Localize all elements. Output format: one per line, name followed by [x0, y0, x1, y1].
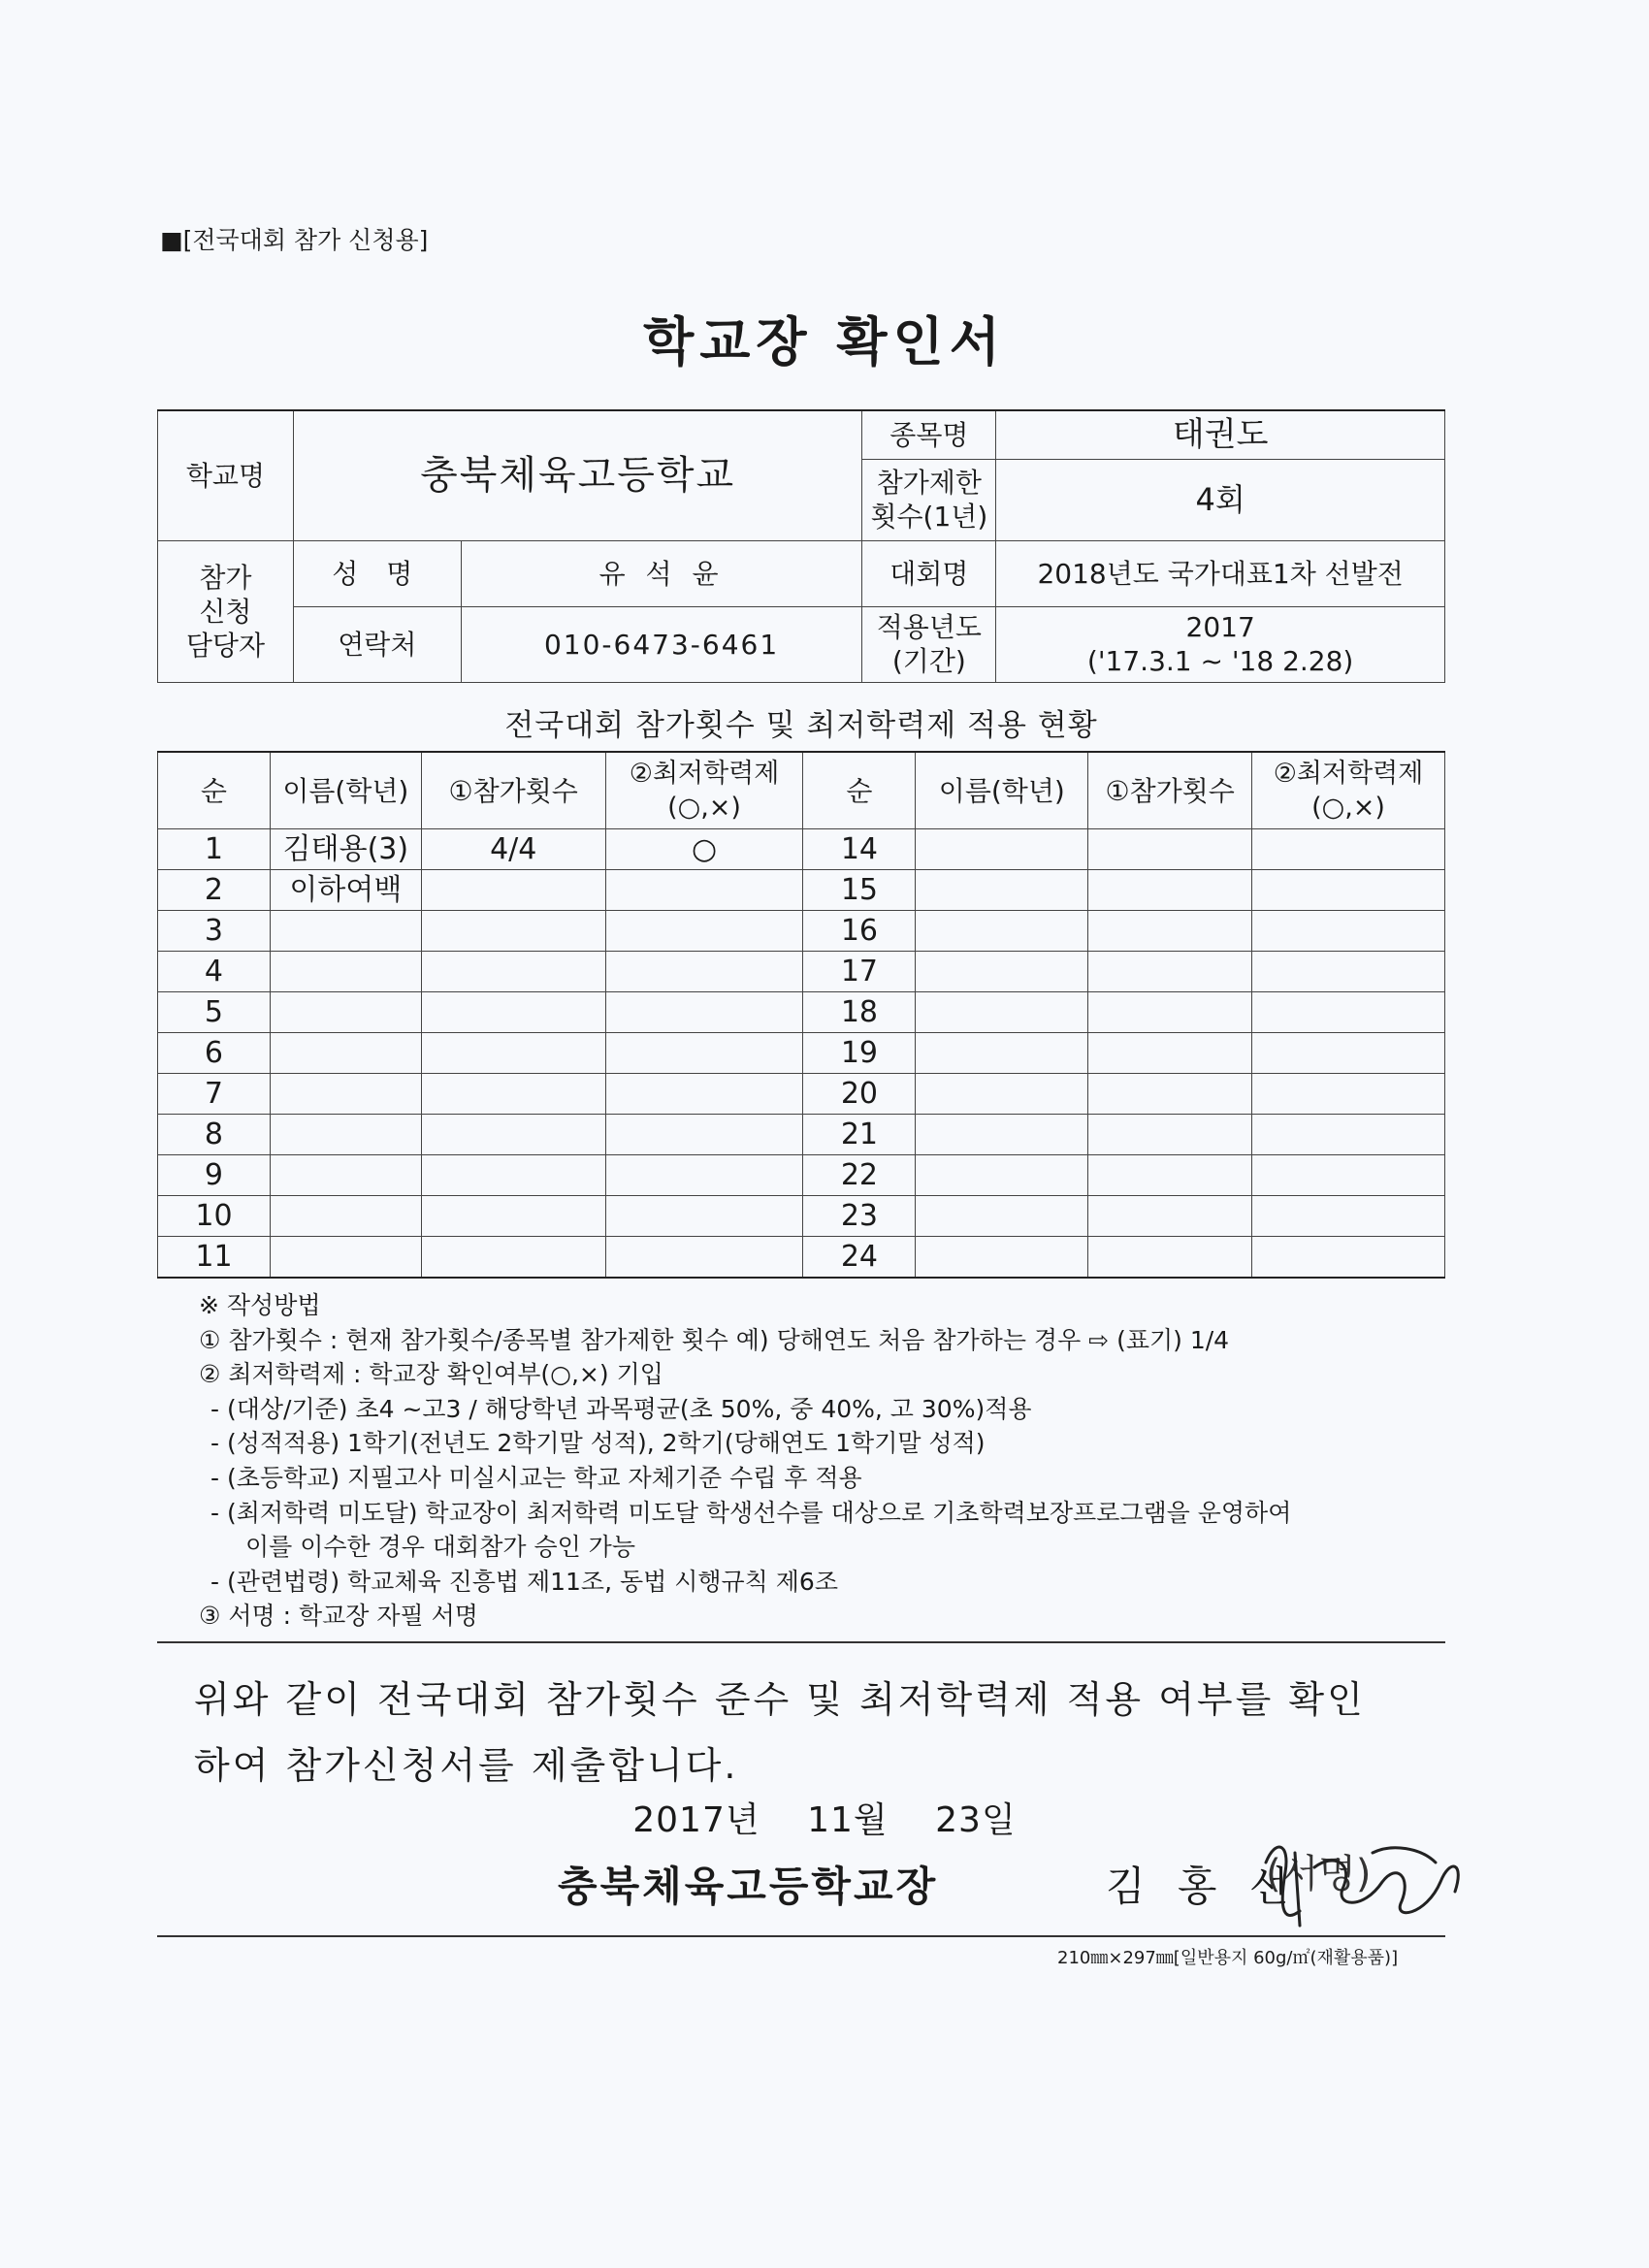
limit-count: 4회: [996, 459, 1445, 540]
cell-seq-left: 11: [158, 1237, 271, 1279]
note-subitem: - (초등학교) 지필고사 미실시교는 학교 자체기준 수립 후 적용: [210, 1463, 862, 1492]
principal-title: 충북체육고등학교장: [558, 1863, 939, 1910]
cell-count-right: [1088, 1033, 1252, 1074]
cell-seq-right: 19: [803, 1033, 916, 1074]
cell-seq-left: 1: [158, 829, 271, 870]
cell-seq-right: 23: [803, 1196, 916, 1237]
declaration-line2: 하여 참가신청서를 제출합니다.: [194, 1744, 739, 1787]
cell-count-left: [421, 1155, 605, 1196]
cell-count-left: [421, 1115, 605, 1155]
cell-count-right: [1088, 911, 1252, 952]
cell-name-right: [916, 1155, 1088, 1196]
date-month: 11월: [807, 1800, 889, 1840]
contact-label: [158, 540, 294, 682]
cell-min-left: [605, 1237, 803, 1279]
contact-label-line2: 신청: [199, 595, 252, 628]
cell-count-right: [1088, 870, 1252, 911]
contact-phone: 010-6473-6461: [461, 606, 862, 682]
cell-count-left: [421, 1074, 605, 1115]
cell-name-right: [916, 1237, 1088, 1279]
table-row: [158, 1155, 1445, 1196]
cell-seq-left: 9: [158, 1155, 271, 1196]
cell-name-right: [916, 992, 1088, 1033]
note-item: ② 최저학력제 : 학교장 확인여부(○,×) 기입: [199, 1360, 663, 1389]
cell-seq-right: 16: [803, 911, 916, 952]
note-subitem: - (관련법령) 학교체육 진흥법 제11조, 동법 시행규칙 제6조: [210, 1567, 838, 1596]
writing-instructions: [199, 1288, 1291, 1634]
cell-seq-right: 17: [803, 952, 916, 992]
cell-min-right: [1252, 1033, 1445, 1074]
cell-count-right: [1088, 829, 1252, 870]
cell-seq-left: 3: [158, 911, 271, 952]
name-label: 성 명: [293, 540, 461, 606]
event-name: 2018년도 국가대표1차 선발전: [996, 540, 1445, 606]
cell-seq-right: 18: [803, 992, 916, 1033]
cell-name-right: [916, 829, 1088, 870]
cell-seq-left: 6: [158, 1033, 271, 1074]
date-year: 2017년: [632, 1800, 760, 1840]
note-subitem: - (대상/기준) 초4 ~고3 / 해당학년 과목평균(초 50%, 중 40%, 고 30%)적용: [210, 1394, 1032, 1423]
cell-count-left: [421, 1237, 605, 1279]
header-seq-right: 순: [803, 752, 916, 829]
cell-seq-left: 8: [158, 1115, 271, 1155]
table-row: [158, 992, 1445, 1033]
cell-name-left: [270, 1237, 421, 1279]
cell-count-right: [1088, 992, 1252, 1033]
limit-label-line1: 참가제한: [876, 467, 982, 499]
phone-label: 연락처: [293, 606, 461, 682]
header-min-left-line1: ②최저학력제: [629, 758, 780, 789]
cell-name-right: [916, 1115, 1088, 1155]
header-name-left: 이름(학년): [270, 752, 421, 829]
info-table: [157, 409, 1445, 683]
cell-min-right: [1252, 829, 1445, 870]
paper-spec: 210㎜×297㎜[일반용지 60g/㎡(재활용품)]: [1057, 1948, 1399, 1968]
cell-name-left: [270, 1074, 421, 1115]
header-count-left: ①참가횟수: [421, 752, 605, 829]
declaration: [194, 1667, 1366, 1798]
cell-seq-left: 2: [158, 870, 271, 911]
cell-seq-left: 5: [158, 992, 271, 1033]
header-seq-left: 순: [158, 752, 271, 829]
table-row: [158, 1115, 1445, 1155]
divider: [157, 1641, 1445, 1643]
table-row: [158, 1196, 1445, 1237]
cell-min-left: ○: [605, 829, 803, 870]
cell-name-left: 김태용(3): [270, 829, 421, 870]
year-label-line1: 적용년도: [876, 611, 982, 643]
cell-count-right: [1088, 1115, 1252, 1155]
note-subitem: - (최저학력 미도달) 학교장이 최저학력 미도달 학생선수를 대상으로 기초학력보장프로그램을 운영하여: [210, 1498, 1292, 1527]
cell-min-left: [605, 1115, 803, 1155]
table-row: [158, 1033, 1445, 1074]
cell-min-left: [605, 1033, 803, 1074]
cell-name-right: [916, 870, 1088, 911]
cell-name-left: 이하여백: [270, 870, 421, 911]
cell-count-left: [421, 952, 605, 992]
principal-name: 김 홍 선: [1106, 1863, 1299, 1910]
date-day: 23일: [935, 1800, 1017, 1840]
header-min-right-line2: (○,×): [1311, 793, 1385, 823]
sport-label: 종목명: [862, 410, 996, 459]
cell-seq-right: 24: [803, 1237, 916, 1279]
note-item: ③ 서명 : 학교장 자필 서명: [199, 1602, 478, 1631]
table-row: [158, 1074, 1445, 1115]
cell-seq-right: 22: [803, 1155, 916, 1196]
cell-count-right: [1088, 1237, 1252, 1279]
cell-count-right: [1088, 1155, 1252, 1196]
table-row: [158, 952, 1445, 992]
contact-label-line3: 담당자: [185, 629, 266, 662]
contact-name: 유 석 윤: [461, 540, 862, 606]
cell-name-right: [916, 1196, 1088, 1237]
contact-label-line1: 참가: [199, 561, 252, 594]
cell-name-left: [270, 992, 421, 1033]
cell-min-left: [605, 911, 803, 952]
cell-min-right: [1252, 870, 1445, 911]
cell-count-left: 4/4: [421, 829, 605, 870]
applied-year: 2017: [1185, 611, 1255, 643]
document-title: 학교장 확인서: [643, 311, 1006, 373]
cell-count-left: [421, 1033, 605, 1074]
cell-count-left: [421, 992, 605, 1033]
header-min-right: [1252, 752, 1445, 829]
footer-divider: [157, 1935, 1445, 1937]
cell-min-right: [1252, 952, 1445, 992]
note-subitem-continued: 이를 이수한 경우 대회참가 승인 가능: [245, 1533, 635, 1562]
cell-count-left: [421, 911, 605, 952]
note-subitem: - (성적적용) 1학기(전년도 2학기말 성적), 2학기(당해연도 1학기말 성적): [210, 1429, 986, 1458]
header-count-right: ①참가횟수: [1088, 752, 1252, 829]
table-row: [158, 1237, 1445, 1279]
cell-min-left: [605, 952, 803, 992]
declaration-line1: 위와 같이 전국대회 참가횟수 준수 및 최저학력제 적용 여부를 확인: [194, 1678, 1366, 1721]
header-min-right-line1: ②최저학력제: [1273, 758, 1424, 789]
cell-min-right: [1252, 992, 1445, 1033]
section-title: 전국대회 참가횟수 및 최저학력제 적용 현황: [504, 708, 1098, 743]
cell-name-left: [270, 1115, 421, 1155]
year-period: [996, 606, 1445, 682]
cell-seq-right: 14: [803, 829, 916, 870]
cell-name-right: [916, 1033, 1088, 1074]
cell-seq-left: 4: [158, 952, 271, 992]
year-label-line2: (기간): [891, 645, 966, 677]
table-row: [158, 829, 1445, 870]
cell-seq-right: 15: [803, 870, 916, 911]
cell-min-right: [1252, 1237, 1445, 1279]
cell-count-left: [421, 870, 605, 911]
header-min-left-line2: (○,×): [667, 793, 741, 823]
cell-min-left: [605, 992, 803, 1033]
cell-min-left: [605, 1155, 803, 1196]
cell-name-left: [270, 1033, 421, 1074]
cell-name-left: [270, 1155, 421, 1196]
cell-name-left: [270, 1196, 421, 1237]
cell-min-left: [605, 1196, 803, 1237]
table-row: [158, 870, 1445, 911]
table-row: [158, 911, 1445, 952]
participation-table: [157, 751, 1445, 1279]
form-tag: ■[전국대회 참가 신청용]: [160, 226, 429, 254]
note-heading: ※ 작성방법: [199, 1291, 321, 1319]
cell-min-left: [605, 1074, 803, 1115]
cell-min-right: [1252, 1074, 1445, 1115]
cell-name-left: [270, 952, 421, 992]
cell-min-left: [605, 870, 803, 911]
header-min-left: [605, 752, 803, 829]
sport-value: 태권도: [996, 410, 1445, 459]
cell-count-right: [1088, 1074, 1252, 1115]
cell-min-right: [1252, 1115, 1445, 1155]
limit-label: [862, 459, 996, 540]
cell-name-right: [916, 1074, 1088, 1115]
cell-min-right: [1252, 1196, 1445, 1237]
school-label: 학교명: [158, 410, 294, 540]
event-label: 대회명: [862, 540, 996, 606]
cell-count-right: [1088, 952, 1252, 992]
school-name: 충북체육고등학교: [293, 410, 862, 540]
cell-count-left: [421, 1196, 605, 1237]
cell-seq-right: 21: [803, 1115, 916, 1155]
cell-name-left: [270, 911, 421, 952]
cell-name-right: [916, 911, 1088, 952]
cell-name-right: [916, 952, 1088, 992]
cell-seq-right: 20: [803, 1074, 916, 1115]
applied-period: ('17.3.1 ~ '18 2.28): [1086, 645, 1354, 677]
handwritten-signature: [1256, 1833, 1470, 1930]
cell-count-right: [1088, 1196, 1252, 1237]
header-name-right: 이름(학년): [916, 752, 1088, 829]
year-label: [862, 606, 996, 682]
cell-min-right: [1252, 1155, 1445, 1196]
cell-seq-left: 10: [158, 1196, 271, 1237]
limit-label-line2: 횟수(1년): [870, 501, 988, 533]
cell-seq-left: 7: [158, 1074, 271, 1115]
cell-min-right: [1252, 911, 1445, 952]
seal-mark: (서명): [1266, 1852, 1372, 1896]
note-item: ① 참가횟수 : 현재 참가횟수/종목별 참가제한 횟수 예) 당해연도 처음 참가하는 경우 ⇨ (표기) 1/4: [199, 1325, 1230, 1354]
